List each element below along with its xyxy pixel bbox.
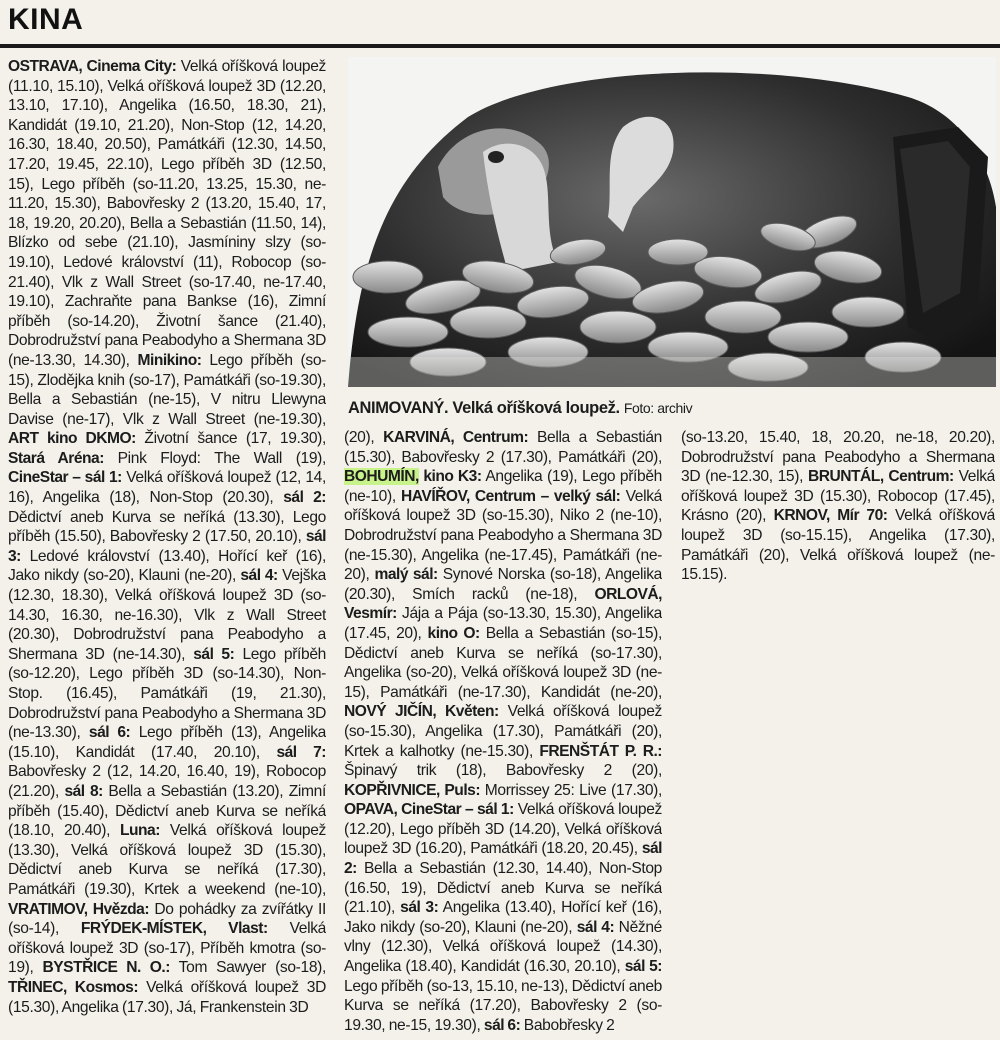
venue-name: BYSTŘICE N. O.:	[42, 959, 170, 977]
listing-entry	[8, 430, 326, 447]
venue-name: OSTRAVA, Cinema City:	[8, 58, 177, 75]
listings-text-1	[8, 57, 326, 1017]
venue-name: BOHUMÍN, kino K3:	[344, 468, 482, 486]
listing-entry	[8, 58, 326, 369]
venue-name: FRÝDEK-MÍSTEK, Vlast:	[80, 920, 268, 938]
showtimes-text: Ledové království (13.40), Hořící keř (16), Jako nikdy (so-20), Klauni (ne-20),	[8, 547, 326, 585]
venue-name: Minikino:	[137, 351, 202, 369]
venue-name: ART kino DKMO:	[8, 430, 136, 448]
venue-name: TŘINEC, Kosmos:	[8, 978, 139, 996]
showtimes-text: Velká oříšková loupež (13.30), Velká oříšková loupež 3D (15.30), Dědictví aneb Kurva se neříká (17.30), Památkáři (19.30), Krtek a weekend (ne-10),	[8, 822, 326, 898]
showtimes-text: Bella a Sebastián (so-15), Dědictví aneb Kurva se neříká (so-17.30), Angelika (so-20), Velká oříšková loupež 3D (ne-15), Památkáři (ne-17.30), Kandidát (ne-20),	[344, 624, 662, 701]
showtimes-text: Životní šance (17, 19.30),	[135, 430, 326, 448]
venue-name: sál 5:	[193, 645, 235, 663]
showtimes-text: Velká oříšková loupež 3D (so-15.30), Niko 2 (ne-10), Dobrodružství pana Peabodyho a Shermana 3D (ne-15.30), Angelika (ne-17.45), Památkáři (ne-20),	[344, 487, 662, 584]
venue-name: CineStar – sál 1:	[8, 469, 122, 487]
listings-text-3	[681, 428, 995, 585]
listing-entry	[8, 979, 326, 1016]
showtimes-text: Do pohádky za zvířátky II (so-14),	[8, 900, 326, 938]
showtimes-text: Velká oříšková loupež (11.10, 15.10), Velká oříšková loupež 3D (12.20, 13.10, 17.10), Angelika (16.50, 18.30, 21), Kandidát (19.10, 21.20), Non-Stop (12, 14.20, 16.30, 18.40, 20.50), Památkáři (12.30, 14.50, 17.20, 19.45, 22.10), Lego příběh 3D (12.50, 15), Lego příběh (so-11.20, 13.25, 15.30, ne-11.20, 15.30), Babovřesky 2 (13.20, 15.40, 17, 18, 19.20, 20.20), Bella a Sebastián (11.50, 14), Blízko od sebe (21.10), Jasmíniny slzy (so-19.10), Ledové království (11), Robocop (so-21.40), Vlk z Wall Street (so-17.40, ne-17.40, 19.10), Zachraňte pana Bankse (16), Zimní příběh (so-14.20), Životní šance (21.40), Dobrodružství pana Peabodyho a Shermana 3D (ne-13.30, 14.30),	[8, 58, 326, 369]
showtimes-text: Dědictví aneb Kurva se neříká (13.30), Lego příběh (15.50), Babovřesky 2 (17.50, 20.10),	[8, 508, 326, 546]
venue-name: sál 5:	[624, 958, 662, 976]
showtimes-text: Pink Floyd: The Wall (19),	[103, 449, 326, 467]
showtimes-text: Špinavý trik (18), Babovřesky 2 (20),	[344, 762, 662, 780]
listings-column-1	[8, 57, 326, 1035]
showtimes-text: Bella a Sebastián (12.30, 14.40), Non-Stop (16.50, 19), Dědictví aneb Kurva se neříká (21.10),	[344, 860, 662, 917]
venue-name: sál 2:	[344, 840, 662, 878]
listing-entry	[344, 782, 662, 799]
showtimes-text: Synové Norska (so-18), Angelika (20.30), Smích racků (ne-18),	[344, 566, 662, 603]
venue-name: FRENŠTÁT P. R.:	[539, 742, 662, 760]
venue-name: sál 4:	[576, 918, 615, 936]
venue-name: Stará Aréna:	[8, 449, 104, 467]
showtimes-text: Jája a Pája (so-13.30, 15.30), Angelika (17.45, 20),	[344, 605, 662, 642]
section-header	[0, 0, 1000, 52]
showtimes-text: Lego příběh (so-12.20), Lego příběh 3D (so-14.30), Non-Stop. (16.45), Památkáři (19, 21.30), Dobrodružství pana Peabodyho a Shermana 3D (ne-13.30),	[8, 645, 326, 742]
venue-name: HAVÍŘOV, Centrum – velký sál:	[401, 487, 621, 505]
showtimes-text: Babobřesky 2	[520, 1016, 615, 1034]
showtimes-text: Lego příběh (so-15), Zlodějka knih (so-17), Památkáři (so-19.30), Bella a Sebastián (ne-15), V nitru Llewyna Davise (ne-17), Vlk z Wall Street (ne-19.30),	[8, 351, 326, 428]
listing-entry	[344, 429, 662, 466]
showtimes-text: Morrissey 25: Live (17.30),	[480, 781, 662, 799]
photo-illustration	[348, 57, 996, 387]
showtimes-text-continued: (so-13.20, 15.40, 18, 20.20, ne-18, 20.20), Dobrodružství pana Peabodyho a Shermana 3D (ne-12.30, 15),	[681, 429, 995, 486]
venue-name: BRUNTÁL, Centrum:	[807, 468, 954, 486]
showtimes-text: Lego příběh (so-13, 15.10, ne-13), Dědictví aneb Kurva se neříká (17.20), Babovřesky 2 (so-19.30, ne-15, 19.30),	[344, 977, 662, 1034]
venue-name: OPAVA, CineStar – sál 1:	[344, 801, 514, 819]
showtimes-text: Angelika (19), Lego příběh (ne-10),	[344, 468, 662, 505]
section-title: KINA	[8, 3, 84, 36]
venue-name: sál 4:	[240, 567, 278, 585]
listing-entry	[8, 469, 326, 506]
listings-column-3	[681, 428, 995, 1036]
showtimes-text: Velká oříšková loupež 3D (so-17), Příběh kmotra (so-19),	[8, 920, 326, 977]
showtimes-text: Bella a Sebastián (13.20), Zimní příběh (15.40), Dědictví aneb Kurva se neříká (18.10, 20.40),	[8, 782, 326, 840]
showtimes-text: Velká oříšková loupež (12, 14, 16), Angelika (18), Non-Stop (20.30),	[8, 469, 326, 507]
showtimes-text: Vejška (12.30, 18.30), Velká oříšková loupež 3D (so-14.30, 16.30, ne-16.30), Vlk z Wall Street (20.30), Dobrodružství pana Peabodyho a Shermana 3D (ne-14.30),	[8, 567, 326, 663]
listing-entry	[8, 450, 326, 467]
caption-title: ANIMOVANÝ. Velká oříšková loupež.	[348, 399, 620, 417]
venue-name: NOVÝ JIČÍN, Květen:	[344, 703, 499, 721]
listing-entry	[344, 801, 662, 857]
venue-name: Luna:	[119, 822, 160, 840]
venue-name: sál 8:	[64, 782, 103, 800]
showtimes-text: Tom Sawyer (so-18),	[169, 959, 326, 977]
listings-text-2	[344, 428, 662, 1035]
showtimes-text: Angelika (13.40), Hořící keř (16), Jako nikdy (so-20), Klauni (ne-20),	[344, 899, 662, 936]
header-rule	[0, 44, 1000, 48]
venue-name: ORLOVÁ, Vesmír:	[344, 585, 662, 623]
venue-name: kino O:	[427, 624, 480, 642]
venue-name: sál 2:	[283, 489, 326, 507]
listing-entry	[484, 1017, 615, 1034]
showtimes-text: Bella a Sebastián (15.30), Babovřesky 2 (17.30), Památkáři (20),	[344, 429, 662, 466]
photo-credit: Foto: archiv	[623, 400, 693, 416]
showtimes-text: Velká oříšková loupež 3D (15.30), Angelika (17.30), Já, Frankenstein 3D	[8, 978, 326, 1016]
showtimes-text: Lego příběh (13), Angelika (15.10), Kandidát (17.40, 20.10),	[8, 724, 326, 761]
photo-caption	[348, 399, 996, 425]
venue-name: sál 7:	[276, 743, 326, 761]
showtimes-text: Velká oříšková loupež 3D (so-15.15), Angelika (17.30), Památkáři (20), Velká oříšková loupež (ne-15.15).	[681, 507, 995, 584]
highlighted-venue: BOHUMÍN,	[344, 468, 419, 486]
venue-name: KARVINÁ, Centrum:	[383, 429, 529, 446]
venue-name: sál 3:	[400, 899, 439, 917]
showtimes-text: Něžné vlny (12.30), Velká oříšková loupež (14.30), Angelika (18.40), Kandidát (16.30, 20.10),	[344, 918, 662, 976]
venue-name: sál 6:	[483, 1016, 521, 1034]
showtimes-text-continued: (20),	[344, 429, 384, 446]
venue-name: sál 3:	[8, 528, 326, 565]
venue-name: KRNOV, Mír 70:	[773, 507, 888, 525]
listings-column-2	[344, 428, 662, 1036]
showtimes-text: Babovřesky 2 (12, 14.20, 16.40, 19), Robocop (21.20),	[8, 763, 326, 800]
venue-name: KOPŘIVNICE, Puls:	[344, 781, 481, 799]
venue-name: sál 6:	[88, 724, 131, 742]
squirrel-in-nut-jar-photo	[348, 57, 996, 387]
venue-name: malý sál:	[374, 566, 438, 584]
showtimes-text: Velká oříšková loupež (12.20), Lego příběh 3D (14.20), Velká oříšková loupež 3D (16.20), Památkáři (18.20, 20.45),	[344, 801, 662, 858]
venue-name: VRATIMOV, Hvězda:	[8, 900, 150, 918]
showtimes-text: Velká oříšková loupež 3D (15.30), Robocop (17.45), Krásno (20),	[681, 468, 995, 525]
listing-entry	[43, 959, 326, 976]
showtimes-text: Velká oříšková loupež (so-15.30), Angelika (17.30), Památkáři (20), Krtek a kalhotky (ne-15.30),	[344, 703, 662, 760]
